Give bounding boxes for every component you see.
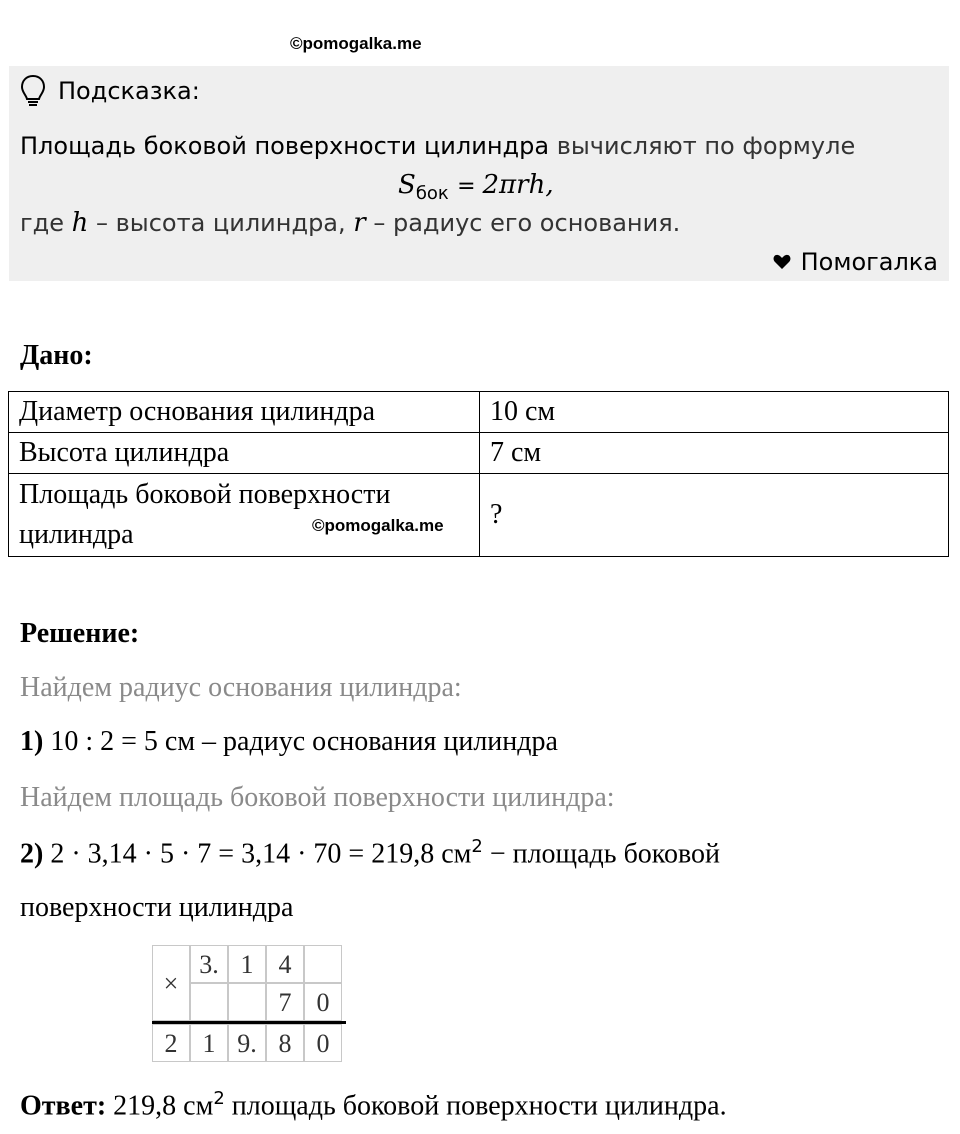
watermark: ©pomogalka.me [312,516,444,535]
solution-step-1: 1) 10 : 2 = 5 см – радиус основания цилиндра [20,726,558,757]
calc-result-cell: 8 [266,1024,304,1062]
watermark: ©pomogalka.me [290,34,422,53]
table-cell-value: 10 см [480,392,949,433]
formula: $S_{бок} = 2\pi rh$, [398,170,554,205]
hint-text-rest: вычисляют по формуле [549,132,856,160]
table-cell-label: Высота цилиндра [9,433,480,474]
calc-cell: 1 [228,945,266,983]
solution-step-2: 2) 2 · 3,14 · 5 · 7 = 3,14 · 70 = 219,8 $см^2$ − площадь боковой [20,836,721,870]
calc-cell: 3. [190,945,228,983]
calc-cell [304,945,342,983]
hint-title-text: Подсказка: [58,77,200,105]
var-r: r [353,208,366,238]
answer: Ответ: 219,8 $см^2$ площадь боковой поверхности цилиндра. [20,1088,727,1122]
calc-result-cell: 9. [228,1024,266,1062]
solution-comment: Найдем площадь боковой поверхности цилиндра: [20,782,615,813]
calc-result-cell: 2 [152,1024,190,1062]
calc-cell: 4 [266,945,304,983]
formula-s: S [398,170,416,200]
brand-label: Помогалка [800,248,938,276]
calc-cell: 0 [304,983,342,1021]
solution-heading: Решение: [20,618,140,649]
multiply-sign: × [152,945,190,1021]
table-cell-value: ? [480,474,949,557]
calc-cell: 7 [266,983,304,1021]
hint-term: Площадь боковой поверхности цилиндра [20,132,550,160]
solution-comment: Найдем радиус основания цилиндра: [20,672,462,703]
formula-sub: бок [415,183,449,205]
solution-step-2-cont: поверхности цилиндра [20,892,294,923]
formula-rhs: 2πrh [482,170,546,200]
hint-definitions: где h – высота цилиндра, r – радиус его основания. [20,208,681,238]
var-h: h [71,208,89,238]
table-row [9,474,949,557]
hint-text [20,132,855,160]
calc-cell [190,983,228,1021]
answer-label: Ответ: [20,1090,107,1122]
table-cell-value: 7 см [480,433,949,474]
lightbulb-icon [20,74,46,108]
table-row [9,433,949,474]
calc-cell [228,983,266,1021]
hint-title [20,74,200,108]
table-row [9,392,949,433]
heart-icon [773,254,791,270]
given-heading: Дано: [20,340,93,371]
brand-link[interactable] [773,248,938,276]
calc-result-cell: 1 [190,1024,228,1062]
table-cell-label: Диаметр основания цилиндра [9,392,480,433]
calc-result-cell: 0 [304,1024,342,1062]
given-table [8,391,949,557]
table-cell-label: Площадь боковой поверхности цилиндра [9,474,480,557]
